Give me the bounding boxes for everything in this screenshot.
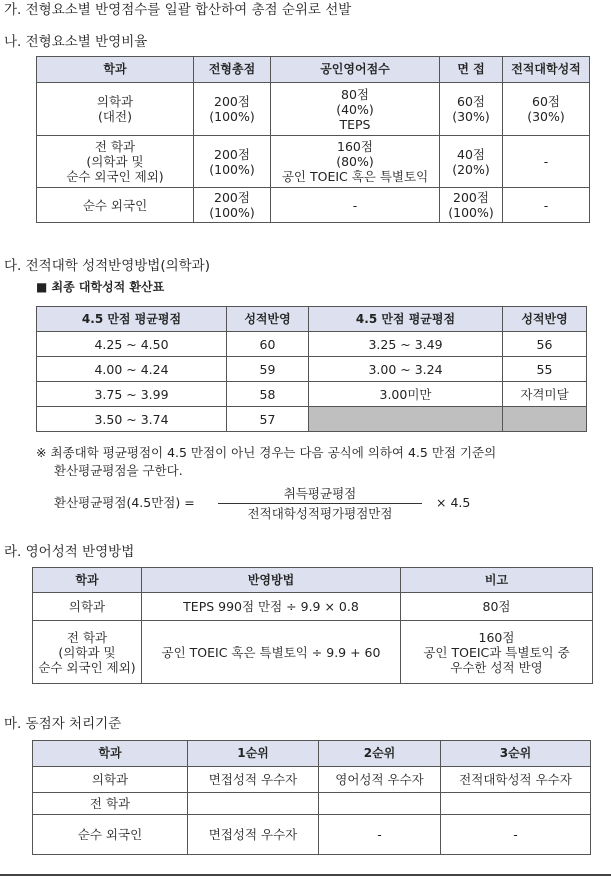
- section-ra-heading: 라. 영어성적 반영방법: [4, 544, 135, 560]
- table-cell: 40점 (20%): [440, 136, 503, 188]
- table-cell: 80점 (40%) TEPS: [271, 83, 440, 136]
- table-cell: [188, 793, 319, 815]
- page-bottom-divider: [0, 874, 611, 876]
- formula-multiplier: × 4.5: [436, 495, 471, 510]
- tiebreak-table: [32, 740, 591, 855]
- note-line: 환산평균평점을 구한다.: [54, 463, 183, 478]
- header-cell: 3순위: [441, 741, 591, 767]
- table-cell: TEPS 990점 만점 ÷ 9.9 × 0.8: [142, 593, 401, 621]
- header-cell: 4.5 만점 평균평점: [37, 307, 227, 332]
- table-cell: 전적대학성적 우수자: [441, 767, 591, 793]
- header-cell: 1순위: [188, 741, 319, 767]
- table-row: [37, 83, 590, 136]
- table-row: [37, 136, 590, 188]
- table-cell: 57: [227, 407, 309, 432]
- table-cell: 영어성적 우수자: [319, 767, 441, 793]
- header-cell: 학과: [37, 57, 194, 83]
- table-cell: 전 학과 (의학과 및 순수 외국인 제외): [33, 621, 142, 684]
- fraction-bar: [218, 503, 422, 504]
- section-na-heading: 나. 전형요소별 반영비율: [4, 34, 148, 50]
- table-cell: 3.00 ~ 3.24: [309, 357, 503, 382]
- table-cell: 3.75 ~ 3.99: [37, 382, 227, 407]
- table-cell: 58: [227, 382, 309, 407]
- table-row: [33, 815, 591, 855]
- table-cell: -: [503, 136, 590, 188]
- header-cell: 4.5 만점 평균평점: [309, 307, 503, 332]
- note-line: ※ 최종대학 평균평점이 4.5 만점이 아닌 경우는 다음 공식에 의하여 4.5 만점 기준의: [36, 445, 497, 460]
- formula-numerator: 취득평균평점: [283, 486, 357, 501]
- header-cell: 성적반영: [503, 307, 587, 332]
- top-line: 가. 전형요소별 반영점수를 일괄 합산하여 총점 순위로 선발: [4, 2, 352, 18]
- shaded-empty-cell: [309, 407, 503, 432]
- table-cell: 면접성적 우수자: [188, 767, 319, 793]
- table-cell: 60: [227, 332, 309, 357]
- table-cell: 160점 공인 TOEIC과 특별토익 중 우수한 성적 반영: [401, 621, 593, 684]
- table-cell: 의학과 (대전): [37, 83, 194, 136]
- table-cell: 3.00미만: [309, 382, 503, 407]
- table-cell: 공인 TOEIC 혹은 특별토익 ÷ 9.9 + 60: [142, 621, 401, 684]
- table-cell: 4.25 ~ 4.50: [37, 332, 227, 357]
- table-cell: 60점 (30%): [440, 83, 503, 136]
- ratio-table: [36, 56, 590, 223]
- table-cell: 160점 (80%) 공인 TOEIC 혹은 특별토익: [271, 136, 440, 188]
- table-cell: 200점 (100%): [194, 83, 271, 136]
- table-cell: [319, 793, 441, 815]
- table-cell: 200점 (100%): [194, 136, 271, 188]
- table-row: [37, 188, 590, 223]
- table-cell: 55: [503, 357, 587, 382]
- table-cell: -: [271, 188, 440, 223]
- table-row: [33, 767, 591, 793]
- section-ma-heading: 마. 동점자 처리기준: [4, 716, 122, 732]
- header-cell: 면 접: [440, 57, 503, 83]
- table-row: [37, 382, 587, 407]
- english-score-table: [32, 567, 593, 684]
- table-cell: 59: [227, 357, 309, 382]
- header-cell: 전형총점: [194, 57, 271, 83]
- table-cell: 자격미달: [503, 382, 587, 407]
- table-cell: -: [503, 188, 590, 223]
- shaded-empty-cell: [503, 407, 587, 432]
- table-cell: 4.00 ~ 4.24: [37, 357, 227, 382]
- table-cell: 80점: [401, 593, 593, 621]
- table-row: [37, 357, 587, 382]
- table-row: [33, 793, 591, 815]
- table-row: [37, 407, 587, 432]
- table-cell: 200점 (100%): [194, 188, 271, 223]
- table-cell: 전 학과 (의학과 및 순수 외국인 제외): [37, 136, 194, 188]
- table-cell: [441, 793, 591, 815]
- table-cell: -: [441, 815, 591, 855]
- table-cell: 의학과: [33, 593, 142, 621]
- header-cell: 2순위: [319, 741, 441, 767]
- section-da-heading: 다. 전적대학 성적반영방법(의학과): [4, 258, 210, 274]
- table-cell: -: [319, 815, 441, 855]
- conversion-table-title: ■ 최종 대학성적 환산표: [36, 280, 165, 294]
- table-row: [37, 332, 587, 357]
- table-cell: 60점 (30%): [503, 83, 590, 136]
- formula-denominator: 전적대학성적평가평점만점: [247, 506, 393, 521]
- header-cell: 학과: [33, 568, 142, 593]
- table-row: [33, 621, 593, 684]
- table-cell: 전 학과: [33, 793, 188, 815]
- header-cell: 성적반영: [227, 307, 309, 332]
- header-cell: 전적대학성적: [503, 57, 590, 83]
- table-cell: 순수 외국인: [33, 815, 188, 855]
- header-cell: 반영방법: [142, 568, 401, 593]
- gpa-conversion-table: [36, 306, 587, 432]
- table-cell: 3.25 ~ 3.49: [309, 332, 503, 357]
- table-cell: 3.50 ~ 3.74: [37, 407, 227, 432]
- table-cell: 순수 외국인: [37, 188, 194, 223]
- header-cell: 학과: [33, 741, 188, 767]
- table-cell: 200점 (100%): [440, 188, 503, 223]
- header-cell: 공인영어점수: [271, 57, 440, 83]
- header-cell: 비고: [401, 568, 593, 593]
- formula-lhs: 환산평균평점(4.5만점) =: [54, 495, 195, 510]
- table-row: [33, 593, 593, 621]
- table-cell: 면접성적 우수자: [188, 815, 319, 855]
- table-cell: 의학과: [33, 767, 188, 793]
- table-cell: 56: [503, 332, 587, 357]
